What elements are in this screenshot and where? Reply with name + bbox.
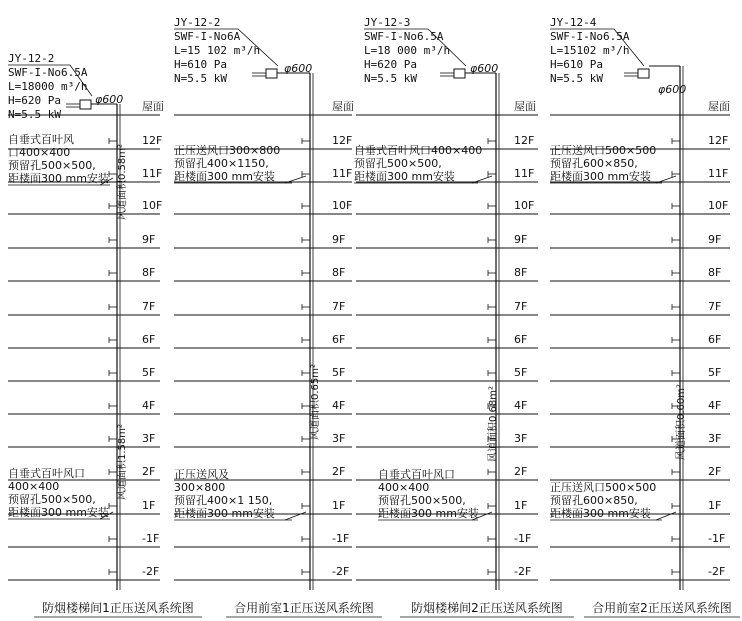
floor-label: 11F [514, 167, 535, 180]
fan-flow: L=15 102 m³/h [174, 44, 261, 57]
system-caption: 防烟楼梯间1正压送风系统图 [42, 601, 194, 615]
fan-model: SWF-I-No6.5A [8, 66, 88, 79]
upper-note: 自垂式百叶风口400×400 [354, 144, 483, 157]
fan-pressure: H=620 Pa [8, 94, 61, 107]
floor-label: 11F [142, 167, 163, 180]
fan-code: JY-12-2 [174, 16, 221, 29]
fan-pressure: H=620 Pa [364, 58, 417, 71]
floor-label: 屋面 [142, 100, 164, 113]
lower-note: 预留孔500×500, [8, 493, 96, 506]
floor-label: 2F [332, 465, 346, 478]
floor-label: 7F [514, 300, 528, 313]
lower-note: 自垂式百叶风口 [8, 467, 85, 480]
floor-label: -1F [142, 532, 160, 545]
upper-note: 自垂式百叶风 [8, 133, 74, 146]
floor-label: 2F [514, 465, 528, 478]
upper-note: 正压送风口300×800 [174, 144, 281, 157]
floor-label: 12F [514, 134, 535, 147]
fan-icon [80, 100, 91, 109]
floor-label: -2F [142, 565, 160, 578]
lower-note: 300×800 [174, 481, 226, 494]
floor-label: 屋面 [708, 100, 730, 113]
floor-label: 8F [332, 266, 346, 279]
floor-label: 8F [514, 266, 528, 279]
upper-note: 预留孔400×1150, [174, 157, 269, 170]
floor-label: 5F [708, 366, 722, 379]
floor-label: -1F [332, 532, 350, 545]
floor-label: 8F [142, 266, 156, 279]
floor-label: 10F [142, 199, 163, 212]
fan-icon [266, 69, 277, 78]
fan-flow: L=15102 m³/h [550, 44, 630, 57]
fan-code: JY-12-4 [550, 16, 597, 29]
fan-model: SWF-I-No6.5A [364, 30, 444, 43]
floor-label: 9F [708, 233, 722, 246]
floor-label: -2F [514, 565, 532, 578]
upper-note: 口400×400 [8, 146, 71, 159]
duct-size: φ600 [95, 93, 124, 106]
lower-note: 预留孔500×500, [378, 494, 466, 507]
floor-label: 11F [708, 167, 729, 180]
fan-pressure: H=610 Pa [174, 58, 227, 71]
floor-label: 4F [332, 399, 346, 412]
fan-icon [454, 69, 465, 78]
system-1 [8, 52, 194, 615]
floor-label: 6F [142, 333, 156, 346]
floor-label: 2F [708, 465, 722, 478]
lower-note: 预留孔400×1 150, [174, 494, 273, 507]
shaft-area-label: 风道面积0.58m² [117, 143, 128, 220]
fan-code: JY-12-3 [364, 16, 411, 29]
floor-label: -2F [708, 565, 726, 578]
floor-label: 6F [514, 333, 528, 346]
floor-label: 10F [332, 199, 353, 212]
note-leader [285, 512, 306, 520]
system-caption: 防烟楼梯间2正压送风系统图 [411, 601, 563, 615]
floor-label: -1F [514, 532, 532, 545]
floor-label: 12F [142, 134, 163, 147]
duct-size: φ600 [658, 83, 687, 96]
lower-note: 正压送风口500×500 [550, 481, 657, 494]
floor-label: 1F [514, 499, 528, 512]
lower-note: 距楼面300 mm安装 [378, 507, 479, 520]
lower-note: 距楼面300 mm安装 [550, 507, 651, 520]
floor-label: -1F [708, 532, 726, 545]
lower-note: 距楼面300 mm安装 [8, 506, 109, 519]
floor-label: 屋面 [514, 100, 536, 113]
shaft-area-label-lower: 风道面积1.58m² [117, 423, 128, 500]
fan-power: N=5.5 kW [8, 108, 61, 121]
floor-label: 4F [514, 399, 528, 412]
floor-label: 1F [332, 499, 346, 512]
floor-label: 9F [514, 233, 528, 246]
floor-label: 3F [514, 432, 528, 445]
system-caption: 合用前室1正压送风系统图 [234, 601, 374, 615]
lower-note: 预留孔600×850, [550, 494, 638, 507]
floor-label: 3F [708, 432, 722, 445]
upper-note: 距楼面300 mm安装 [550, 170, 651, 183]
floor-label: -2F [332, 565, 350, 578]
fan-icon [638, 69, 649, 78]
system-caption: 合用前室2正压送风系统图 [592, 601, 732, 615]
floor-label: 5F [332, 366, 346, 379]
floor-label: 2F [142, 465, 156, 478]
floor-label: 9F [332, 233, 346, 246]
floor-label: 7F [142, 300, 156, 313]
upper-note: 距楼面300 mm安装 [174, 170, 275, 183]
floor-label: 屋面 [332, 100, 354, 113]
floor-label: 5F [514, 366, 528, 379]
fan-power: N=5.5 kW [174, 72, 227, 85]
floor-label: 10F [708, 199, 729, 212]
fan-power: N=5.5 kW [550, 72, 603, 85]
floor-label: 5F [142, 366, 156, 379]
floor-label: 8F [708, 266, 722, 279]
floor-label: 12F [332, 134, 353, 147]
upper-note: 正压送风口500×500 [550, 144, 657, 157]
floor-label: 4F [708, 399, 722, 412]
fan-pressure: H=610 Pa [550, 58, 603, 71]
shaft-area-label: 风道面积0.65m² [310, 363, 321, 440]
fan-flow: L=18000 m³/h [8, 80, 88, 93]
upper-note: 预留孔500×500, [354, 157, 442, 170]
fan-power: N=5.5 kW [364, 72, 417, 85]
upper-note: 预留孔600×850, [550, 157, 638, 170]
floor-label: 3F [332, 432, 346, 445]
floor-label: 3F [142, 432, 156, 445]
shaft-area-label: 风道面积0.60m² [676, 383, 687, 460]
lower-note: 距楼面300 mm安装 [174, 507, 275, 520]
fan-model: SWF-I-No6A [174, 30, 241, 43]
floor-label: 7F [708, 300, 722, 313]
note-leader [656, 512, 676, 520]
fan-flow: L=18 000 m³/h [364, 44, 451, 57]
duct-size: φ600 [284, 62, 313, 75]
floor-label: 9F [142, 233, 156, 246]
floor-label: 12F [708, 134, 729, 147]
shaft-area-label: 风道面积0.68m² [488, 385, 499, 462]
lower-note: 400×400 [378, 481, 430, 494]
lower-note: 正压送风及 [174, 468, 229, 481]
lower-note: 自垂式百叶风口 [378, 468, 455, 481]
floor-label: 7F [332, 300, 346, 313]
fan-code: JY-12-2 [8, 52, 55, 65]
upper-note: 预留孔500×500, [8, 159, 96, 172]
duct-size: φ600 [470, 62, 499, 75]
floor-label: 4F [142, 399, 156, 412]
floor-label: 1F [708, 499, 722, 512]
upper-note: 距楼面300 mm安装 [8, 172, 109, 185]
floor-label: 10F [514, 199, 535, 212]
floor-label: 1F [142, 499, 156, 512]
floor-label: 11F [332, 167, 353, 180]
fan-model: SWF-I-No6.5A [550, 30, 630, 43]
upper-note: 距楼面300 mm安装 [354, 170, 455, 183]
lower-note: 400×400 [8, 480, 60, 493]
floor-label: 6F [708, 333, 722, 346]
floor-label: 6F [332, 333, 346, 346]
